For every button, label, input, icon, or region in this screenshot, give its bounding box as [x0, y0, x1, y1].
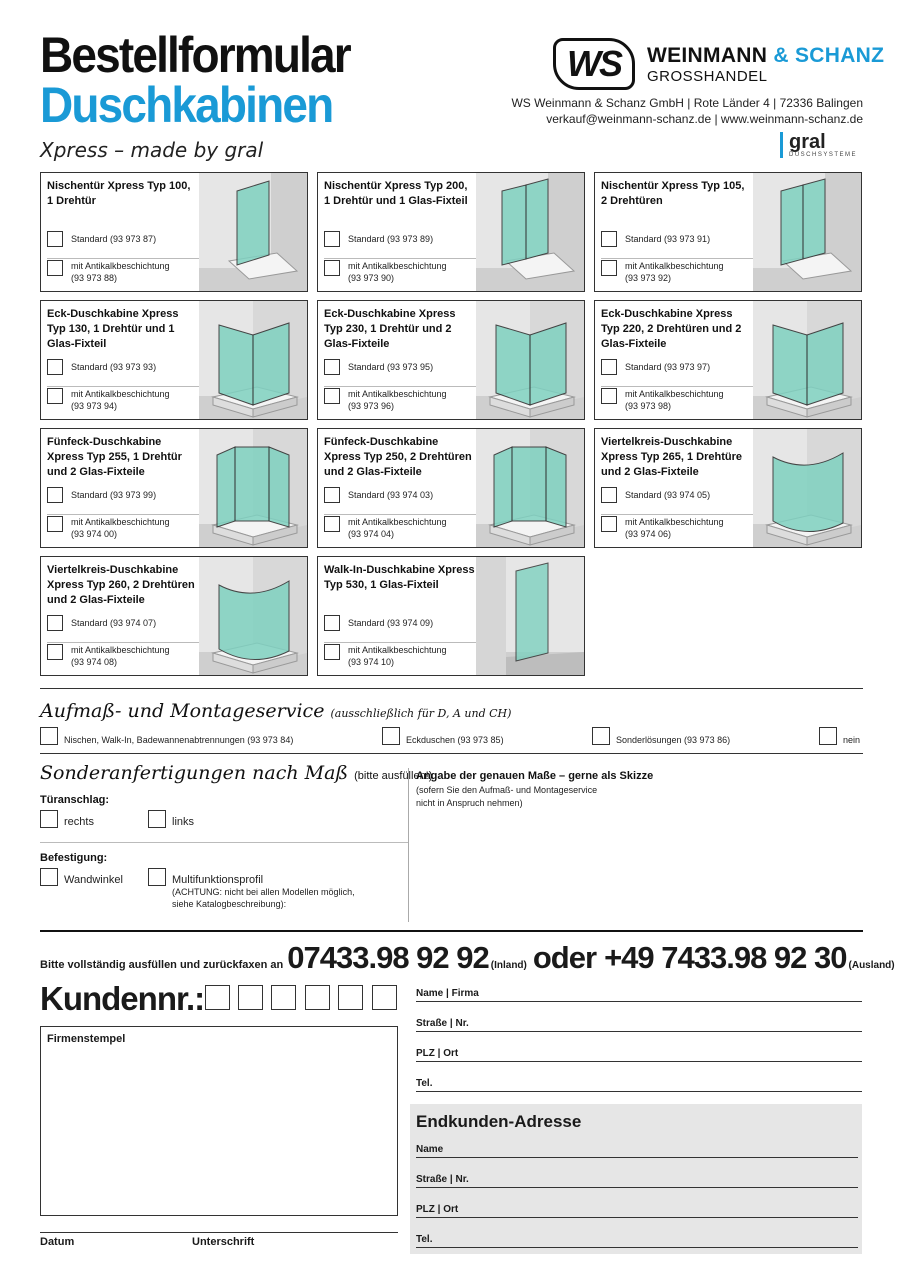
product-title: Eck-Duschkabine Xpress Typ 230, 1 Drehtür und 2 Glas-Fixteile: [324, 308, 456, 350]
antikalk-text: mit Antikalkbeschichtung: [71, 389, 170, 399]
checkbox[interactable]: [324, 644, 340, 660]
end-name-field[interactable]: Name: [416, 1144, 858, 1158]
shower-cabin-image: [476, 429, 584, 547]
antikalk-option[interactable]: [47, 388, 199, 412]
company-name: [647, 44, 884, 68]
standard-option[interactable]: [324, 231, 476, 247]
customer-number-digit[interactable]: [305, 985, 330, 1010]
antikalk-code: (93 973 94): [71, 401, 118, 411]
product-title: Walk-In-Duschkabine Xpress Typ 530, 1 Glas-Fixteil: [324, 564, 475, 591]
checkbox[interactable]: [592, 727, 610, 745]
checkbox[interactable]: [601, 487, 617, 503]
standard-option[interactable]: [47, 615, 199, 631]
antikalk-code: (93 973 90): [348, 273, 395, 283]
standard-label: Standard (93 974 05): [625, 490, 711, 500]
customer-number-label: Kundennr.:: [40, 980, 205, 1017]
product-title: Eck-Duschkabine Xpress Typ 130, 1 Drehtür und 1 Glas-Fixteil: [47, 308, 179, 350]
divider: [40, 930, 863, 932]
standard-label: Standard (93 973 89): [348, 234, 434, 244]
product-card: [317, 300, 585, 420]
service-option-none[interactable]: [819, 727, 860, 745]
service-title-text: Aufmaß- und Montageservice: [40, 700, 325, 722]
antikalk-label: [348, 644, 447, 668]
antikalk-text: mit Antikalkbeschichtung: [71, 517, 170, 527]
divider: [601, 386, 753, 387]
standard-label: Standard (93 974 07): [71, 618, 157, 628]
measure-title: Angabe der genauen Maße – gerne als Skizze: [416, 770, 654, 782]
service-title: [40, 700, 511, 722]
service-option-label: Nischen, Walk-In, Badewannenabtrennungen (93 973 84): [64, 735, 294, 745]
measure-note: nicht in Anspruch nehmen): [416, 798, 523, 808]
antikalk-text: mit Antikalkbeschichtung: [348, 389, 447, 399]
end-street-field[interactable]: Straße | Nr.: [416, 1174, 858, 1188]
mount-wall-label: Wandwinkel: [64, 874, 123, 886]
divider: [47, 642, 199, 643]
checkbox[interactable]: [47, 231, 63, 247]
checkbox[interactable]: [324, 388, 340, 404]
checkbox[interactable]: [47, 516, 63, 532]
antikalk-option[interactable]: [324, 260, 476, 284]
street-field[interactable]: Straße | Nr.: [416, 1018, 862, 1032]
service-option-corner[interactable]: [382, 727, 504, 745]
standard-label: Standard (93 973 97): [625, 362, 711, 372]
checkbox[interactable]: [47, 615, 63, 631]
fax-suffix-inland: (Inland): [490, 960, 527, 971]
divider: [324, 642, 476, 643]
gral-brand: gral: [789, 131, 826, 153]
antikalk-text: mit Antikalkbeschichtung: [348, 517, 447, 527]
product-title: Nischentür Xpress Typ 200, 1 Drehtür und 1 Glas-Fixteil: [324, 180, 468, 207]
divider: [324, 514, 476, 515]
name-field[interactable]: Name | Firma: [416, 988, 862, 1002]
shower-cabin-image: [199, 301, 307, 419]
antikalk-text: mit Antikalkbeschichtung: [71, 645, 170, 655]
standard-label: Standard (93 973 93): [71, 362, 157, 372]
service-option-niche[interactable]: [40, 727, 293, 745]
divider: [40, 753, 863, 754]
gral-sub: DUSCHSYSTEME: [789, 152, 858, 158]
antikalk-text: mit Antikalkbeschichtung: [625, 389, 724, 399]
gral-logo: [780, 132, 857, 158]
antikalk-label: [71, 644, 170, 668]
antikalk-label: [348, 260, 447, 284]
shower-cabin-image: [199, 557, 307, 675]
service-option-label: nein: [843, 735, 861, 745]
shower-cabin-image: [753, 301, 861, 419]
standard-option[interactable]: [47, 231, 199, 247]
checkbox[interactable]: [148, 868, 166, 886]
checkbox[interactable]: [148, 810, 166, 828]
title-line-1: Bestellformular: [40, 27, 350, 83]
fax-intro: Bitte vollständig ausfüllen und zurückfaxen an: [40, 959, 284, 971]
checkbox[interactable]: [819, 727, 837, 745]
divider: [324, 258, 476, 259]
antikalk-option[interactable]: [601, 388, 753, 412]
divider: [601, 514, 753, 515]
contact-line: verkauf@weinmann-schanz.de | www.weinmann-schanz.de: [546, 112, 863, 126]
divider: [47, 386, 199, 387]
fax-number-inland: 07433.98 92 92: [287, 940, 489, 975]
product-title: Viertelkreis-Duschkabine Xpress Typ 260, 2 Drehtüren und 2 Glas-Fixteile: [47, 564, 195, 606]
service-option-label: Sonderlösungen (93 973 86): [616, 735, 731, 745]
custom-title: [40, 762, 432, 784]
standard-label: Standard (93 974 09): [348, 618, 434, 628]
checkbox[interactable]: [324, 487, 340, 503]
checkbox[interactable]: [47, 359, 63, 375]
product-title: Viertelkreis-Duschkabine Xpress Typ 265, 1 Drehtüre und 2 Glas-Fixteile: [601, 436, 743, 478]
company-sub: GROSSHANDEL: [647, 68, 768, 85]
end-tel-field[interactable]: Tel.: [416, 1234, 858, 1248]
antikalk-option[interactable]: [47, 516, 199, 540]
end-plz-field[interactable]: PLZ | Ort: [416, 1204, 858, 1218]
product-card: [317, 556, 585, 676]
antikalk-label: [625, 260, 724, 284]
antikalk-option[interactable]: [601, 260, 753, 284]
standard-option[interactable]: [47, 487, 199, 503]
signature-label: Unterschrift: [192, 1236, 255, 1248]
door-right-label: rechts: [64, 816, 94, 828]
divider: [40, 842, 408, 843]
standard-option[interactable]: [601, 231, 753, 247]
company-stamp-box[interactable]: [40, 1026, 398, 1216]
fax-suffix-abroad: (Ausland): [848, 960, 895, 971]
product-card: [317, 172, 585, 292]
antikalk-option[interactable]: [324, 388, 476, 412]
antikalk-code: (93 974 08): [71, 657, 118, 667]
mount-wall-option[interactable]: [40, 868, 123, 886]
checkbox[interactable]: [324, 260, 340, 276]
customer-number-digit[interactable]: [338, 985, 363, 1010]
custom-title-note: (bitte ausfüllen!): [354, 770, 433, 782]
antikalk-label: [348, 388, 447, 412]
antikalk-label: [348, 516, 447, 540]
company-stamp-label: Firmenstempel: [47, 1033, 126, 1045]
service-option-label: Eckduschen (93 973 85): [406, 735, 504, 745]
antikalk-code: (93 973 96): [348, 401, 395, 411]
standard-option[interactable]: [324, 487, 476, 503]
checkbox[interactable]: [601, 516, 617, 532]
antikalk-code: (93 973 88): [71, 273, 118, 283]
standard-option[interactable]: [324, 615, 476, 631]
antikalk-code: (93 974 00): [71, 529, 118, 539]
ws-logo-mark: WS: [567, 43, 621, 84]
customer-number-digit[interactable]: [238, 985, 263, 1010]
product-title: Nischentür Xpress Typ 100, 1 Drehtür: [47, 180, 191, 207]
antikalk-code: (93 974 10): [348, 657, 395, 667]
measure-note: (sofern Sie den Aufmaß- und Montageservice: [416, 785, 598, 795]
shower-cabin-image: [753, 173, 861, 291]
checkbox[interactable]: [324, 615, 340, 631]
standard-option[interactable]: [47, 359, 199, 375]
checkbox[interactable]: [601, 388, 617, 404]
customer-number-digit[interactable]: [372, 985, 397, 1010]
shower-cabin-image: [476, 557, 584, 675]
antikalk-label: [625, 516, 724, 540]
product-card: [40, 556, 308, 676]
antikalk-text: mit Antikalkbeschichtung: [348, 261, 447, 271]
mount-multi-option[interactable]: [148, 868, 355, 910]
standard-label: Standard (93 973 99): [71, 490, 157, 500]
shower-cabin-image: [199, 429, 307, 547]
door-label: Türanschlag:: [40, 794, 110, 806]
antikalk-text: mit Antikalkbeschichtung: [625, 517, 724, 527]
product-title: Fünfeck-Duschkabine Xpress Typ 250, 2 Drehtüren und 2 Glas-Fixteile: [324, 436, 472, 478]
checkbox[interactable]: [601, 231, 617, 247]
end-customer-title: Endkunden-Adresse: [416, 1112, 582, 1131]
custom-title-text: Sonderanfertigungen nach Maß: [40, 762, 349, 784]
divider: [47, 514, 199, 515]
divider: [40, 688, 863, 689]
subtitle: Xpress – made by gral: [40, 138, 264, 162]
product-title: Fünfeck-Duschkabine Xpress Typ 255, 1 Drehtür und 2 Glas-Fixteile: [47, 436, 182, 478]
standard-label: Standard (93 973 95): [348, 362, 434, 372]
shower-cabin-image: [199, 173, 307, 291]
product-card: [40, 300, 308, 420]
product-title: Nischentür Xpress Typ 105, 2 Drehtüren: [601, 180, 745, 207]
fax-number-abroad: +49 7433.98 92 30: [604, 940, 847, 975]
checkbox[interactable]: [40, 868, 58, 886]
product-card: [594, 172, 862, 292]
antikalk-option[interactable]: [324, 516, 476, 540]
standard-label: Standard (93 973 91): [625, 234, 711, 244]
standard-option[interactable]: [601, 359, 753, 375]
antikalk-text: mit Antikalkbeschichtung: [625, 261, 724, 271]
shower-cabin-image: [476, 173, 584, 291]
antikalk-label: [71, 516, 170, 540]
checkbox[interactable]: [47, 487, 63, 503]
checkbox[interactable]: [324, 516, 340, 532]
divider: [408, 768, 409, 922]
plz-field[interactable]: PLZ | Ort: [416, 1048, 862, 1062]
customer-number-digit[interactable]: [271, 985, 296, 1010]
ws-logo: [553, 38, 635, 90]
checkbox[interactable]: [47, 388, 63, 404]
antikalk-label: [71, 260, 170, 284]
antikalk-text: mit Antikalkbeschichtung: [348, 645, 447, 655]
product-card: [40, 428, 308, 548]
door-left-label: links: [172, 816, 195, 828]
antikalk-option[interactable]: [601, 516, 753, 540]
checkbox[interactable]: [47, 260, 63, 276]
measure-sketch-area[interactable]: [416, 815, 862, 920]
standard-option[interactable]: [601, 487, 753, 503]
standard-option[interactable]: [324, 359, 476, 375]
checkbox[interactable]: [40, 810, 58, 828]
antikalk-text: mit Antikalkbeschichtung: [71, 261, 170, 271]
service-title-note: (ausschließlich für D, A und CH): [330, 707, 512, 720]
standard-label: Standard (93 973 87): [71, 234, 157, 244]
antikalk-code: (93 974 06): [625, 529, 672, 539]
tel-field[interactable]: Tel.: [416, 1078, 862, 1092]
fax-or: oder: [532, 940, 597, 975]
mount-multi-label: Multifunktionsprofil: [172, 874, 264, 886]
door-right-option[interactable]: [40, 810, 94, 828]
date-label: Datum: [40, 1236, 75, 1248]
divider: [47, 258, 199, 259]
mount-label: Befestigung:: [40, 852, 108, 864]
title-line-2: Duschkabinen: [40, 77, 333, 133]
company-name-main: WEINMANN: [647, 44, 768, 67]
checkbox[interactable]: [382, 727, 400, 745]
antikalk-option[interactable]: [47, 260, 199, 284]
antikalk-label: [71, 388, 170, 412]
checkbox[interactable]: [601, 359, 617, 375]
product-title: Eck-Duschkabine Xpress Typ 220, 2 Drehtüren und 2 Glas-Fixteile: [601, 308, 742, 350]
checkbox[interactable]: [324, 359, 340, 375]
product-card: [317, 428, 585, 548]
antikalk-option[interactable]: [47, 644, 199, 668]
antikalk-code: (93 973 92): [625, 273, 672, 283]
divider: [601, 258, 753, 259]
shower-cabin-image: [753, 429, 861, 547]
product-card: [40, 172, 308, 292]
service-option-special[interactable]: [592, 727, 730, 745]
checkbox[interactable]: [40, 727, 58, 745]
door-left-option[interactable]: [148, 810, 194, 828]
antikalk-code: (93 973 98): [625, 401, 672, 411]
customer-number-digit[interactable]: [205, 985, 230, 1010]
product-card: [594, 300, 862, 420]
antikalk-code: (93 974 04): [348, 529, 395, 539]
fax-line: [40, 940, 895, 976]
antikalk-label: [625, 388, 724, 412]
signature-line: [40, 1232, 398, 1233]
divider: [324, 386, 476, 387]
standard-label: Standard (93 974 03): [348, 490, 434, 500]
mount-multi-note: siehe Katalogbeschreibung):: [172, 899, 287, 909]
product-card: [594, 428, 862, 548]
checkbox[interactable]: [601, 260, 617, 276]
shower-cabin-image: [476, 301, 584, 419]
checkbox[interactable]: [47, 644, 63, 660]
company-name-amp: & SCHANZ: [773, 44, 885, 67]
mount-multi-note: (ACHTUNG: nicht bei allen Modellen möglich,: [172, 887, 355, 897]
checkbox[interactable]: [324, 231, 340, 247]
antikalk-option[interactable]: [324, 644, 476, 668]
address-line: WS Weinmann & Schanz GmbH | Rote Länder 4 | 72336 Balingen: [511, 96, 863, 110]
